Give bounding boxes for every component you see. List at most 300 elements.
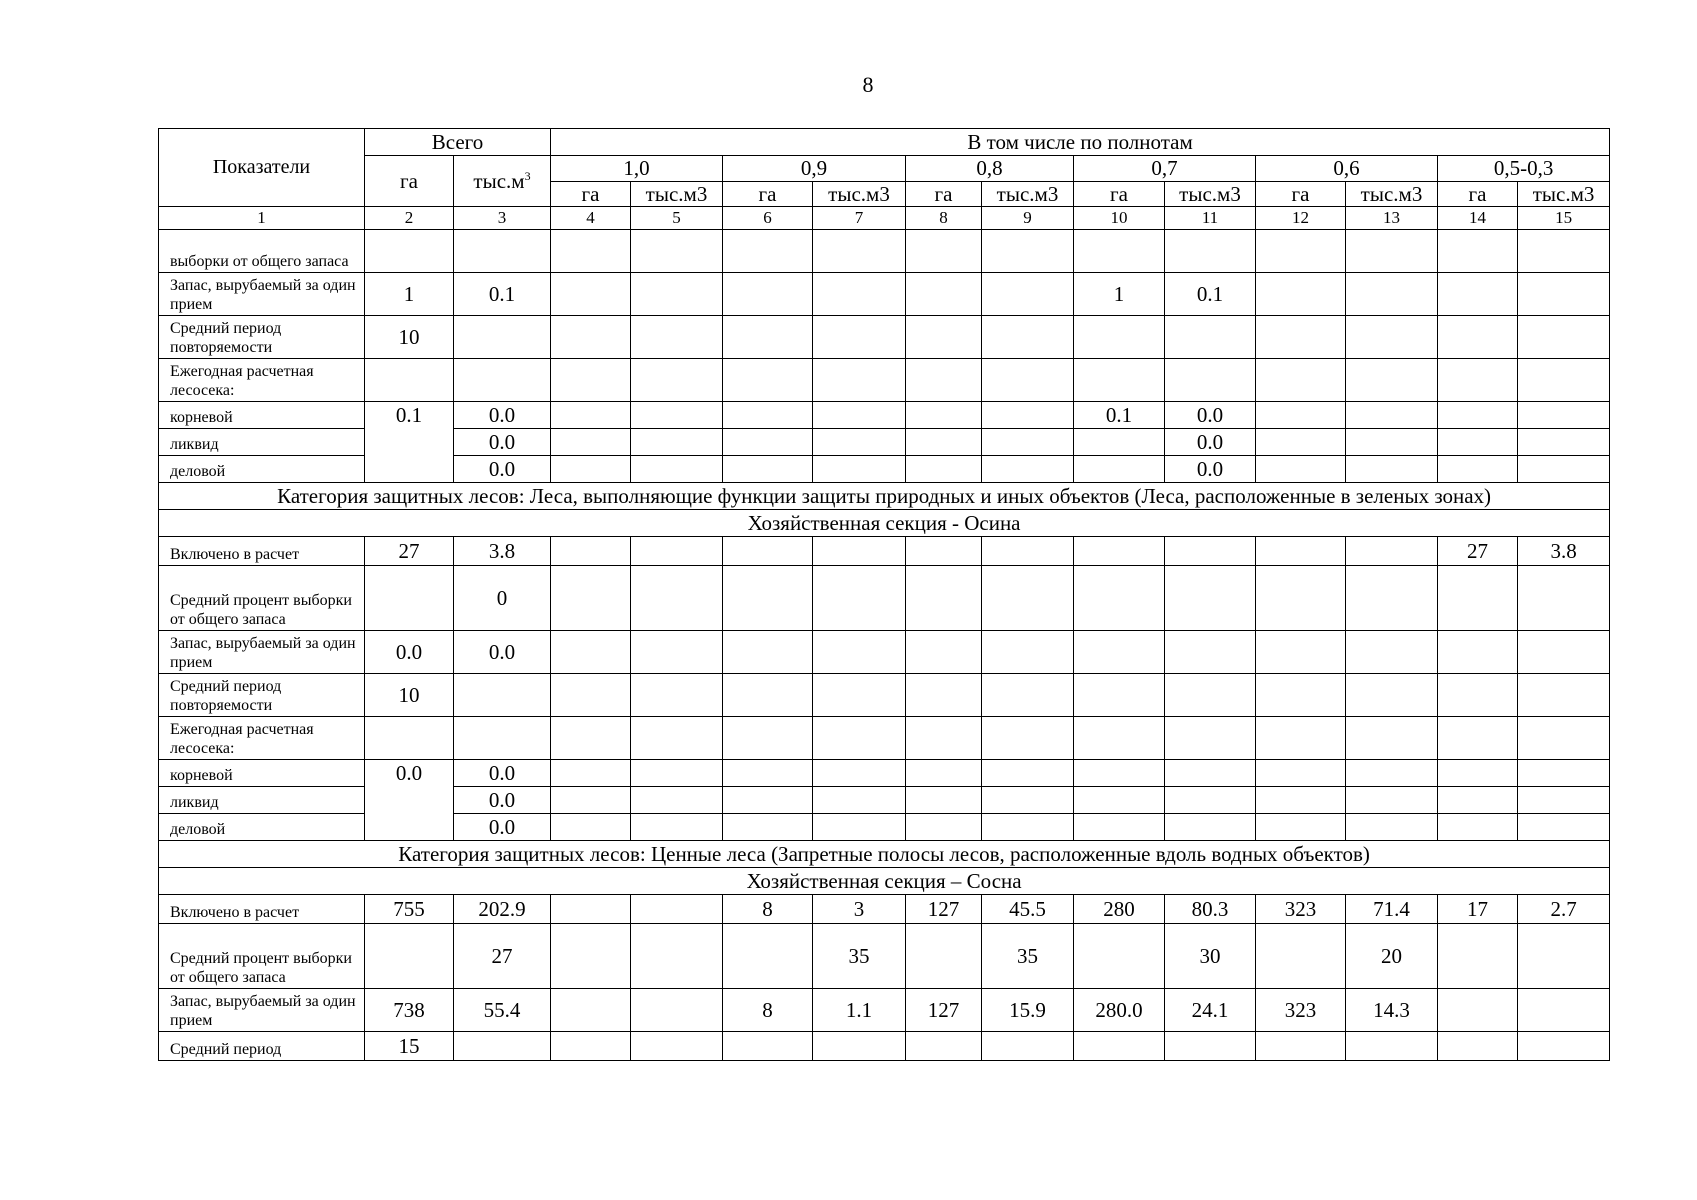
table-cell (631, 760, 723, 787)
table-cell: 45.5 (982, 895, 1074, 924)
table-cell (454, 1032, 551, 1061)
table-cell: 3.8 (1518, 537, 1610, 566)
table-cell (1256, 359, 1346, 402)
table-cell (982, 566, 1074, 631)
table-cell (1438, 273, 1518, 316)
table-cell (1256, 566, 1346, 631)
table-cell (1346, 402, 1438, 429)
table-cell (1165, 674, 1256, 717)
density-header: 1,0 (551, 156, 723, 182)
table-cell (982, 814, 1074, 841)
row-label: Средний период (159, 1032, 365, 1061)
table-cell (723, 1032, 813, 1061)
table-cell (1165, 537, 1256, 566)
table-cell (365, 924, 454, 989)
table-cell: 0.0 (454, 814, 551, 841)
table-cell (1074, 316, 1165, 359)
table-cell (906, 230, 982, 273)
table-cell (631, 787, 723, 814)
table-cell (723, 316, 813, 359)
table-cell (906, 429, 982, 456)
table-cell (1438, 674, 1518, 717)
density-header: 0,7 (1074, 156, 1256, 182)
table-cell (982, 631, 1074, 674)
indicator-header: Показатели (159, 129, 365, 207)
table-cell (1074, 717, 1165, 760)
table-cell (906, 717, 982, 760)
table-cell: 80.3 (1165, 895, 1256, 924)
table-cell: 323 (1256, 989, 1346, 1032)
table-cell (1074, 230, 1165, 273)
table-cell (813, 717, 906, 760)
table-cell (1438, 316, 1518, 359)
table-cell (1074, 924, 1165, 989)
ha-subheader: га (723, 182, 813, 207)
row-label: ликвид (159, 787, 365, 814)
table-cell (631, 566, 723, 631)
density-header: 0,6 (1256, 156, 1438, 182)
table-cell (1074, 537, 1165, 566)
table-cell (982, 359, 1074, 402)
table-cell (1346, 230, 1438, 273)
table-cell (906, 1032, 982, 1061)
table-cell: 10 (365, 674, 454, 717)
table-cell (906, 456, 982, 483)
table-cell (982, 273, 1074, 316)
volume-subheader: тыс.м3 (1518, 182, 1610, 207)
table-cell (1438, 230, 1518, 273)
category-banner: Категория защитных лесов: Леса, выполняющие функции защиты природных и иных объектов (Леса, расположенные в зеленых зонах) (159, 483, 1610, 510)
table-cell (982, 537, 1074, 566)
table-cell (1518, 760, 1610, 787)
table-cell (1346, 359, 1438, 402)
table-cell (906, 787, 982, 814)
table-cell (1518, 402, 1610, 429)
table-cell (1438, 814, 1518, 841)
table-cell: 280 (1074, 895, 1165, 924)
column-number: 1 (159, 207, 365, 230)
merged-area-cell: 0.1 (365, 402, 454, 483)
table-cell (813, 316, 906, 359)
section-banner-row (159, 510, 1610, 537)
table-cell (551, 429, 631, 456)
table-cell (1346, 631, 1438, 674)
table-cell: 30 (1165, 924, 1256, 989)
volume-subheader: тыс.м3 (813, 182, 906, 207)
table-cell: 20 (1346, 924, 1438, 989)
row-label: деловой (159, 814, 365, 841)
table-cell (1165, 566, 1256, 631)
table-cell (1165, 814, 1256, 841)
table-cell (1256, 456, 1346, 483)
table-row (159, 1032, 1610, 1061)
table-cell (551, 273, 631, 316)
table-cell (551, 760, 631, 787)
table-cell (906, 537, 982, 566)
table-cell (551, 566, 631, 631)
column-number: 10 (1074, 207, 1165, 230)
row-label: деловой (159, 456, 365, 483)
table-cell (551, 989, 631, 1032)
table-cell (631, 537, 723, 566)
table-cell (1256, 316, 1346, 359)
table-cell (1346, 456, 1438, 483)
table-cell (1165, 1032, 1256, 1061)
table-cell (906, 273, 982, 316)
table-cell (813, 429, 906, 456)
table-cell: 0.0 (454, 456, 551, 483)
table-row (159, 989, 1610, 1032)
volume-subheader: тыс.м3 (631, 182, 723, 207)
table-cell (1165, 631, 1256, 674)
table-row (159, 717, 1610, 760)
table-cell (365, 230, 454, 273)
table-cell: 1 (1074, 273, 1165, 316)
table-cell (723, 674, 813, 717)
table-cell (1346, 429, 1438, 456)
table-cell (1256, 273, 1346, 316)
table-cell: 0.0 (454, 631, 551, 674)
table-row (159, 631, 1610, 674)
row-label: Включено в расчет (159, 537, 365, 566)
table-cell: 0.1 (454, 273, 551, 316)
table-cell: 0.1 (1165, 273, 1256, 316)
table-cell (631, 429, 723, 456)
table-cell (723, 359, 813, 402)
table-cell: 323 (1256, 895, 1346, 924)
table-cell: 35 (813, 924, 906, 989)
table-cell (1256, 760, 1346, 787)
table-cell: 0.0 (454, 402, 551, 429)
table-cell: 24.1 (1165, 989, 1256, 1032)
table-row (159, 316, 1610, 359)
row-label: Ежегодная расчетная лесосека: (159, 717, 365, 760)
table-cell: 0 (454, 566, 551, 631)
table-cell (1165, 787, 1256, 814)
table-cell (1074, 760, 1165, 787)
table-cell (723, 924, 813, 989)
section-banner: Хозяйственная секция - Осина (159, 510, 1610, 537)
table-cell (723, 787, 813, 814)
table-cell (1518, 787, 1610, 814)
table-cell (1518, 566, 1610, 631)
table-cell: 0.0 (1165, 429, 1256, 456)
table-cell: 15 (365, 1032, 454, 1061)
table-cell: 3 (813, 895, 906, 924)
column-number: 14 (1438, 207, 1518, 230)
table-cell: 0.0 (454, 760, 551, 787)
table-cell: 35 (982, 924, 1074, 989)
table-cell (1518, 717, 1610, 760)
table-cell (631, 674, 723, 717)
table-cell (813, 566, 906, 631)
table-cell: 0.0 (454, 787, 551, 814)
table-cell (1518, 230, 1610, 273)
table-cell: 8 (723, 989, 813, 1032)
table-cell: 0.1 (1074, 402, 1165, 429)
table-cell (1074, 1032, 1165, 1061)
table-cell (1438, 402, 1518, 429)
table-row (159, 402, 1610, 429)
table-cell (1165, 316, 1256, 359)
table-cell (551, 717, 631, 760)
total-header: Всего (365, 129, 551, 156)
row-label: Запас, вырубаемый за один прием (159, 631, 365, 674)
table-cell: 27 (1438, 537, 1518, 566)
row-label: Средний период повторяемости (159, 674, 365, 717)
table-cell (1438, 924, 1518, 989)
table-cell (454, 359, 551, 402)
table-cell (906, 674, 982, 717)
table-cell (1438, 566, 1518, 631)
row-label: корневой (159, 402, 365, 429)
section-banner: Хозяйственная секция – Сосна (159, 868, 1610, 895)
table-cell (982, 1032, 1074, 1061)
table-cell (1346, 760, 1438, 787)
table-cell (631, 631, 723, 674)
table-cell: 280.0 (1074, 989, 1165, 1032)
table-cell (551, 631, 631, 674)
table-cell (1518, 359, 1610, 402)
table-cell (1165, 717, 1256, 760)
table-cell (1518, 456, 1610, 483)
column-number: 13 (1346, 207, 1438, 230)
table-cell (551, 537, 631, 566)
table-cell (906, 566, 982, 631)
table-cell (813, 631, 906, 674)
table-cell (1518, 316, 1610, 359)
table-cell (1165, 359, 1256, 402)
table-cell (906, 359, 982, 402)
table-cell (982, 456, 1074, 483)
table-cell: 8 (723, 895, 813, 924)
table-cell (1256, 717, 1346, 760)
table-cell (982, 316, 1074, 359)
table-cell: 10 (365, 316, 454, 359)
table-cell (906, 402, 982, 429)
table-cell (1256, 814, 1346, 841)
table-cell (723, 537, 813, 566)
table-cell (1518, 674, 1610, 717)
table-cell (1518, 924, 1610, 989)
table-cell: 2.7 (1518, 895, 1610, 924)
row-label: Запас, вырубаемый за один прием (159, 989, 365, 1032)
volume-subheader: тыс.м3 (982, 182, 1074, 207)
header-row-2 (159, 156, 1610, 182)
table-cell (454, 230, 551, 273)
ha-subheader: га (1438, 182, 1518, 207)
ha-subheader: га (906, 182, 982, 207)
table-cell (1074, 429, 1165, 456)
table-cell (982, 429, 1074, 456)
table-cell (1256, 631, 1346, 674)
table-cell (813, 537, 906, 566)
table-cell (631, 273, 723, 316)
table-cell (1074, 814, 1165, 841)
table-cell: 738 (365, 989, 454, 1032)
table-cell: 0.0 (1165, 402, 1256, 429)
table-cell (454, 316, 551, 359)
table-cell (1518, 631, 1610, 674)
column-number: 8 (906, 207, 982, 230)
table-cell: 27 (365, 537, 454, 566)
volume-subheader: тыс.м3 (1165, 182, 1256, 207)
table-cell (1165, 230, 1256, 273)
table-row (159, 924, 1610, 989)
table-cell (551, 1032, 631, 1061)
table-cell (813, 230, 906, 273)
table-cell (723, 402, 813, 429)
table-cell (906, 760, 982, 787)
table-cell (1346, 717, 1438, 760)
table-cell (1438, 1032, 1518, 1061)
row-label: Средний процент выборки от общего запаса (159, 924, 365, 989)
table-cell (982, 230, 1074, 273)
table-cell (551, 924, 631, 989)
table-cell (1438, 717, 1518, 760)
column-number: 6 (723, 207, 813, 230)
table-cell: 127 (906, 895, 982, 924)
table-cell (982, 402, 1074, 429)
table-row (159, 760, 1610, 787)
table-cell (723, 631, 813, 674)
table-cell (551, 402, 631, 429)
section-banner-row (159, 868, 1610, 895)
table-cell (631, 814, 723, 841)
table-cell (1346, 814, 1438, 841)
density-header: 0,9 (723, 156, 906, 182)
table-cell (1438, 456, 1518, 483)
column-number: 9 (982, 207, 1074, 230)
merged-area-cell: 0.0 (365, 760, 454, 841)
table-cell (631, 402, 723, 429)
page-number: 8 (862, 72, 874, 97)
table-cell (813, 402, 906, 429)
column-number: 5 (631, 207, 723, 230)
table-cell (813, 359, 906, 402)
table-cell (982, 760, 1074, 787)
table-cell (631, 230, 723, 273)
table-cell (723, 456, 813, 483)
row-label: Запас, вырубаемый за один прием (159, 273, 365, 316)
forest-calculation-table (158, 128, 1610, 1061)
column-number: 3 (454, 207, 551, 230)
table-row (159, 230, 1610, 273)
table-cell (813, 456, 906, 483)
column-number: 2 (365, 207, 454, 230)
row-label: выборки от общего запаса (159, 230, 365, 273)
table-cell (551, 895, 631, 924)
table-cell (813, 814, 906, 841)
table-cell (1074, 456, 1165, 483)
table-cell (1256, 674, 1346, 717)
table-cell (1074, 631, 1165, 674)
table-row (159, 359, 1610, 402)
table-cell (631, 717, 723, 760)
table-cell (1518, 989, 1610, 1032)
table-cell (551, 230, 631, 273)
table-cell (631, 895, 723, 924)
table-cell (1438, 631, 1518, 674)
header-row-1 (159, 129, 1610, 156)
table-cell (365, 566, 454, 631)
table-cell (723, 717, 813, 760)
table-cell (1074, 674, 1165, 717)
table-cell (813, 273, 906, 316)
table-cell (454, 717, 551, 760)
table-row (159, 674, 1610, 717)
table-cell (551, 787, 631, 814)
table-cell (1346, 674, 1438, 717)
column-number: 11 (1165, 207, 1256, 230)
table-cell (1256, 230, 1346, 273)
table-cell (551, 316, 631, 359)
table-cell (1074, 566, 1165, 631)
total-ha-header: га (365, 156, 454, 207)
table-cell: 1.1 (813, 989, 906, 1032)
table-row (159, 537, 1610, 566)
table-cell: 27 (454, 924, 551, 989)
column-number: 4 (551, 207, 631, 230)
table-cell (1256, 1032, 1346, 1061)
table-cell (1346, 537, 1438, 566)
table-cell (1256, 924, 1346, 989)
row-label: Включено в расчет (159, 895, 365, 924)
row-label: Средний период повторяемости (159, 316, 365, 359)
table-cell (982, 787, 1074, 814)
table-cell: 14.3 (1346, 989, 1438, 1032)
table-cell: 0.0 (365, 631, 454, 674)
table-cell (1346, 316, 1438, 359)
column-number: 12 (1256, 207, 1346, 230)
table-cell (813, 1032, 906, 1061)
table-cell (723, 760, 813, 787)
row-label: ликвид (159, 429, 365, 456)
table-cell (1518, 814, 1610, 841)
table-cell (365, 717, 454, 760)
table-cell: 202.9 (454, 895, 551, 924)
table-cell (982, 717, 1074, 760)
table-cell (813, 760, 906, 787)
table-cell (906, 814, 982, 841)
table-cell (1518, 429, 1610, 456)
column-number-row (159, 207, 1610, 230)
table-cell (631, 359, 723, 402)
table-cell (1074, 359, 1165, 402)
table-row (159, 566, 1610, 631)
table-cell (1346, 787, 1438, 814)
table-cell (551, 814, 631, 841)
category-banner: Категория защитных лесов: Ценные леса (Запретные полосы лесов, расположенные вдоль водных объектов) (159, 841, 1610, 868)
table-cell (1346, 566, 1438, 631)
table-cell (1438, 989, 1518, 1032)
table-cell (365, 359, 454, 402)
ha-subheader: га (551, 182, 631, 207)
table-cell: 71.4 (1346, 895, 1438, 924)
table-cell (906, 924, 982, 989)
table-cell (1346, 273, 1438, 316)
table-cell (1074, 787, 1165, 814)
table-cell: 0.0 (1165, 456, 1256, 483)
table-cell: 0.0 (454, 429, 551, 456)
table-cell (906, 316, 982, 359)
table-cell (551, 674, 631, 717)
table-cell: 127 (906, 989, 982, 1032)
table-cell (631, 316, 723, 359)
table-cell (1256, 787, 1346, 814)
table-cell (1438, 429, 1518, 456)
table-cell (631, 456, 723, 483)
